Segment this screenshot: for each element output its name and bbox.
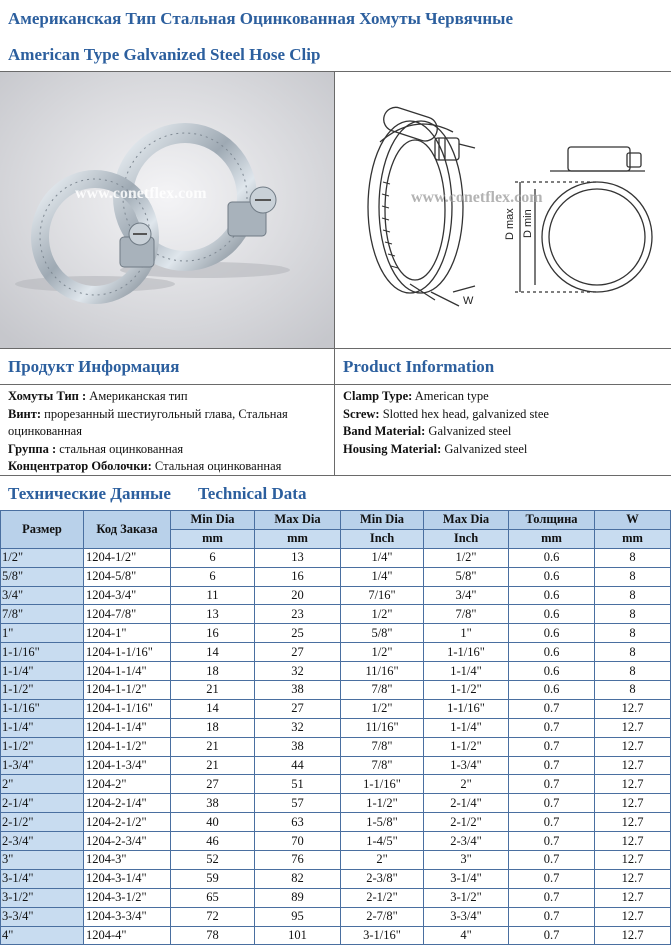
- cell-size: 2": [1, 775, 84, 794]
- cell-code: 1204-5/8": [84, 567, 171, 586]
- cell-min-dia-inch: 1-1/2": [341, 794, 424, 813]
- cell-min-dia-inch: 1/4": [341, 567, 424, 586]
- cell-width: 12.7: [595, 718, 671, 737]
- cell-size: 3-1/4": [1, 869, 84, 888]
- cell-max-dia-mm: 27: [255, 643, 341, 662]
- spec-table-body: [1, 548, 671, 945]
- table-row: [1, 851, 671, 870]
- cell-code: 1204-1": [84, 624, 171, 643]
- cell-min-dia-mm: 21: [171, 737, 255, 756]
- watermark-right: www.conetflex.com: [411, 189, 543, 206]
- cell-width: 12.7: [595, 699, 671, 718]
- table-row: [1, 662, 671, 681]
- info-row: Концентратор Оболочки: Стальная оцинкованная: [8, 459, 282, 473]
- product-photo: [0, 72, 335, 349]
- cell-max-dia-mm: 16: [255, 567, 341, 586]
- cell-max-dia-inch: 2": [424, 775, 509, 794]
- cell-min-dia-inch: 1/4": [341, 548, 424, 567]
- table-row: [1, 643, 671, 662]
- cell-thickness: 0.6: [509, 605, 595, 624]
- cell-width: 8: [595, 586, 671, 605]
- cell-size: 1/2": [1, 548, 84, 567]
- header-min-dia-mm: Min Dia: [171, 511, 255, 530]
- cell-thickness: 0.6: [509, 643, 595, 662]
- cell-size: 1-1/2": [1, 737, 84, 756]
- cell-code: 1204-1-1/16": [84, 643, 171, 662]
- cell-max-dia-mm: 38: [255, 737, 341, 756]
- info-row: Housing Material: Galvanized steel: [343, 441, 528, 456]
- cell-code: 1204-3-1/4": [84, 869, 171, 888]
- cell-max-dia-mm: 76: [255, 851, 341, 870]
- cell-thickness: 0.7: [509, 869, 595, 888]
- cell-width: 12.7: [595, 775, 671, 794]
- cell-thickness: 0.7: [509, 737, 595, 756]
- cell-max-dia-inch: 1-1/16": [424, 643, 509, 662]
- cell-width: 8: [595, 624, 671, 643]
- cell-max-dia-inch: 1-1/4": [424, 718, 509, 737]
- table-row: [1, 605, 671, 624]
- cell-code: 1204-1/2": [84, 548, 171, 567]
- cell-max-dia-inch: 7/8": [424, 605, 509, 624]
- cell-max-dia-inch: 3-3/4": [424, 907, 509, 926]
- cell-max-dia-inch: 3/4": [424, 586, 509, 605]
- dim-d-max-label: D max: [504, 208, 516, 240]
- cell-max-dia-mm: 38: [255, 681, 341, 700]
- cell-min-dia-inch: 1/2": [341, 643, 424, 662]
- cell-max-dia-mm: 25: [255, 624, 341, 643]
- product-info-title-ru: Продукт Информация: [8, 357, 180, 376]
- cell-thickness: 0.7: [509, 775, 595, 794]
- cell-width: 12.7: [595, 737, 671, 756]
- header-thickness: Толщина: [509, 511, 595, 530]
- unit-min-dia-inch: Inch: [341, 529, 424, 548]
- table-row: [1, 794, 671, 813]
- technical-title-ru: Технические Данные: [8, 484, 171, 503]
- cell-width: 12.7: [595, 907, 671, 926]
- cell-max-dia-mm: 32: [255, 662, 341, 681]
- cell-thickness: 0.6: [509, 624, 595, 643]
- info-row: Хомуты Тип : Американская тип: [8, 389, 188, 403]
- cell-thickness: 0.7: [509, 794, 595, 813]
- info-row: Группа : стальная оцинкованная: [8, 441, 184, 456]
- table-row: [1, 756, 671, 775]
- table-row: [1, 548, 671, 567]
- cell-min-dia-inch: 2": [341, 851, 424, 870]
- cell-code: 1204-1-3/4": [84, 756, 171, 775]
- cell-max-dia-inch: 2-1/4": [424, 794, 509, 813]
- cell-size: 1-1/16": [1, 643, 84, 662]
- cell-thickness: 0.6: [509, 567, 595, 586]
- cell-width: 8: [595, 643, 671, 662]
- unit-width: mm: [595, 529, 671, 548]
- table-row: [1, 775, 671, 794]
- table-row: [1, 737, 671, 756]
- cell-min-dia-inch: 7/8": [341, 681, 424, 700]
- cell-min-dia-mm: 27: [171, 775, 255, 794]
- cell-size: 7/8": [1, 605, 84, 624]
- cell-size: 3/4": [1, 586, 84, 605]
- cell-max-dia-inch: 5/8": [424, 567, 509, 586]
- technical-title-en: Technical Data: [198, 484, 307, 503]
- cell-min-dia-mm: 21: [171, 681, 255, 700]
- cell-min-dia-mm: 13: [171, 605, 255, 624]
- cell-thickness: 0.7: [509, 699, 595, 718]
- cell-code: 1204-1-1/2": [84, 737, 171, 756]
- cell-thickness: 0.6: [509, 548, 595, 567]
- cell-thickness: 0.7: [509, 756, 595, 775]
- header-max-dia-inch: Max Dia: [424, 511, 509, 530]
- cell-max-dia-mm: 89: [255, 888, 341, 907]
- product-info-heading-en: [335, 349, 671, 385]
- cell-min-dia-mm: 14: [171, 643, 255, 662]
- cell-max-dia-inch: 1-3/4": [424, 756, 509, 775]
- cell-min-dia-mm: 21: [171, 756, 255, 775]
- info-row: Винт: прорезанный шестиугольный глава, Стальная оцинкованная: [8, 406, 288, 438]
- cell-max-dia-mm: 27: [255, 699, 341, 718]
- cell-max-dia-mm: 44: [255, 756, 341, 775]
- cell-size: 1-1/4": [1, 718, 84, 737]
- cell-min-dia-mm: 72: [171, 907, 255, 926]
- cell-code: 1204-4": [84, 926, 171, 945]
- cell-max-dia-mm: 63: [255, 813, 341, 832]
- cell-max-dia-inch: 1-1/2": [424, 681, 509, 700]
- cell-max-dia-inch: 4": [424, 926, 509, 945]
- unit-max-dia-inch: Inch: [424, 529, 509, 548]
- cell-max-dia-mm: 95: [255, 907, 341, 926]
- cell-min-dia-inch: 2-1/2": [341, 888, 424, 907]
- cell-width: 8: [595, 605, 671, 624]
- cell-code: 1204-2-1/4": [84, 794, 171, 813]
- cell-min-dia-mm: 18: [171, 662, 255, 681]
- cell-min-dia-mm: 16: [171, 624, 255, 643]
- cell-width: 8: [595, 662, 671, 681]
- cell-size: 3-3/4": [1, 907, 84, 926]
- product-info-title-en: Product Information: [343, 357, 495, 376]
- cell-thickness: 0.7: [509, 888, 595, 907]
- cell-min-dia-inch: 1-4/5": [341, 832, 424, 851]
- cell-width: 8: [595, 548, 671, 567]
- cell-width: 12.7: [595, 869, 671, 888]
- cell-min-dia-mm: 38: [171, 794, 255, 813]
- technical-data-heading: [0, 475, 671, 510]
- table-row: [1, 586, 671, 605]
- table-row: [1, 888, 671, 907]
- cell-size: 1-1/2": [1, 681, 84, 700]
- table-row: [1, 926, 671, 945]
- table-row: [1, 718, 671, 737]
- cell-size: 1-3/4": [1, 756, 84, 775]
- cell-min-dia-inch: 7/8": [341, 756, 424, 775]
- cell-thickness: 0.7: [509, 851, 595, 870]
- cell-max-dia-inch: 1-1/16": [424, 699, 509, 718]
- table-row: [1, 813, 671, 832]
- cell-max-dia-inch: 1-1/4": [424, 662, 509, 681]
- table-row: [1, 624, 671, 643]
- cell-max-dia-mm: 13: [255, 548, 341, 567]
- info-row: Screw: Slotted hex head, galvanized stee: [343, 406, 549, 421]
- cell-size: 5/8": [1, 567, 84, 586]
- technical-drawing: [335, 72, 671, 349]
- cell-code: 1204-2-1/2": [84, 813, 171, 832]
- cell-min-dia-mm: 40: [171, 813, 255, 832]
- cell-width: 8: [595, 681, 671, 700]
- cell-code: 1204-2-3/4": [84, 832, 171, 851]
- cell-min-dia-mm: 18: [171, 718, 255, 737]
- product-info-en: [335, 385, 671, 475]
- unit-max-dia-mm: mm: [255, 529, 341, 548]
- cell-max-dia-inch: 2-1/2": [424, 813, 509, 832]
- cell-size: 2-1/2": [1, 813, 84, 832]
- cell-code: 1204-1-1/4": [84, 662, 171, 681]
- cell-code: 1204-1-1/16": [84, 699, 171, 718]
- cell-width: 12.7: [595, 888, 671, 907]
- table-row: [1, 681, 671, 700]
- cell-min-dia-mm: 6: [171, 567, 255, 586]
- header-min-dia-inch: Min Dia: [341, 511, 424, 530]
- cell-size: 1-1/16": [1, 699, 84, 718]
- cell-min-dia-inch: 2-3/8": [341, 869, 424, 888]
- cell-width: 12.7: [595, 926, 671, 945]
- cell-max-dia-mm: 23: [255, 605, 341, 624]
- cell-thickness: 0.6: [509, 586, 595, 605]
- cell-min-dia-mm: 78: [171, 926, 255, 945]
- cell-size: 2-1/4": [1, 794, 84, 813]
- clamp-drawing-icon: [335, 72, 671, 349]
- cell-min-dia-mm: 46: [171, 832, 255, 851]
- cell-thickness: 0.7: [509, 813, 595, 832]
- cell-max-dia-inch: 1": [424, 624, 509, 643]
- watermark-left: www.conetflex.com: [75, 185, 207, 202]
- cell-thickness: 0.6: [509, 662, 595, 681]
- cell-width: 12.7: [595, 813, 671, 832]
- cell-min-dia-inch: 2-7/8": [341, 907, 424, 926]
- cell-max-dia-mm: 82: [255, 869, 341, 888]
- cell-max-dia-inch: 1/2": [424, 548, 509, 567]
- cell-min-dia-inch: 3-1/16": [341, 926, 424, 945]
- cell-max-dia-inch: 3-1/4": [424, 869, 509, 888]
- dim-w-label: W: [463, 295, 474, 307]
- product-info-heading-ru: [0, 349, 335, 385]
- cell-min-dia-mm: 14: [171, 699, 255, 718]
- cell-max-dia-mm: 20: [255, 586, 341, 605]
- cell-max-dia-mm: 57: [255, 794, 341, 813]
- cell-min-dia-mm: 11: [171, 586, 255, 605]
- cell-max-dia-mm: 32: [255, 718, 341, 737]
- cell-code: 1204-7/8": [84, 605, 171, 624]
- cell-code: 1204-3/4": [84, 586, 171, 605]
- header-size: Размер: [1, 511, 84, 549]
- cell-max-dia-mm: 70: [255, 832, 341, 851]
- title-english: American Type Galvanized Steel Hose Clip: [8, 45, 321, 64]
- unit-thickness: mm: [509, 529, 595, 548]
- cell-thickness: 0.7: [509, 926, 595, 945]
- cell-width: 8: [595, 567, 671, 586]
- title-header: [0, 0, 671, 72]
- cell-min-dia-mm: 59: [171, 869, 255, 888]
- cell-min-dia-inch: 11/16": [341, 662, 424, 681]
- cell-min-dia-inch: 11/16": [341, 718, 424, 737]
- dim-d-min-label: D min: [522, 209, 534, 238]
- unit-min-dia-mm: mm: [171, 529, 255, 548]
- cell-code: 1204-1-1/4": [84, 718, 171, 737]
- cell-max-dia-mm: 101: [255, 926, 341, 945]
- cell-min-dia-inch: 1/2": [341, 605, 424, 624]
- info-row: Clamp Type: American type: [343, 389, 489, 403]
- cell-code: 1204-3-3/4": [84, 907, 171, 926]
- cell-min-dia-inch: 7/16": [341, 586, 424, 605]
- cell-size: 1": [1, 624, 84, 643]
- table-row: [1, 567, 671, 586]
- cell-min-dia-inch: 1-1/16": [341, 775, 424, 794]
- cell-width: 12.7: [595, 832, 671, 851]
- cell-width: 12.7: [595, 756, 671, 775]
- cell-thickness: 0.7: [509, 832, 595, 851]
- cell-min-dia-mm: 52: [171, 851, 255, 870]
- cell-min-dia-mm: 6: [171, 548, 255, 567]
- cell-min-dia-inch: 7/8": [341, 737, 424, 756]
- cell-size: 2-3/4": [1, 832, 84, 851]
- cell-code: 1204-2": [84, 775, 171, 794]
- cell-size: 3": [1, 851, 84, 870]
- hose-clamp-photo-icon: [0, 72, 335, 349]
- title-russian: Американская Тип Стальная Оцинкованная Хомуты Червячные: [8, 9, 513, 28]
- cell-width: 12.7: [595, 794, 671, 813]
- cell-size: 1-1/4": [1, 662, 84, 681]
- table-row: [1, 699, 671, 718]
- cell-code: 1204-3": [84, 851, 171, 870]
- header-code: Код Заказа: [84, 511, 171, 549]
- cell-thickness: 0.7: [509, 907, 595, 926]
- table-row: [1, 869, 671, 888]
- cell-size: 4": [1, 926, 84, 945]
- cell-max-dia-mm: 51: [255, 775, 341, 794]
- cell-max-dia-inch: 3-1/2": [424, 888, 509, 907]
- cell-max-dia-inch: 1-1/2": [424, 737, 509, 756]
- cell-min-dia-inch: 5/8": [341, 624, 424, 643]
- cell-min-dia-mm: 65: [171, 888, 255, 907]
- cell-size: 3-1/2": [1, 888, 84, 907]
- product-info-ru: [0, 385, 335, 475]
- cell-thickness: 0.6: [509, 681, 595, 700]
- header-max-dia-mm: Max Dia: [255, 511, 341, 530]
- cell-thickness: 0.7: [509, 718, 595, 737]
- cell-max-dia-inch: 2-3/4": [424, 832, 509, 851]
- table-row: [1, 832, 671, 851]
- cell-min-dia-inch: 1-5/8": [341, 813, 424, 832]
- table-row: [1, 907, 671, 926]
- cell-max-dia-inch: 3": [424, 851, 509, 870]
- cell-width: 12.7: [595, 851, 671, 870]
- info-row: Band Material: Galvanized steel: [343, 424, 512, 438]
- cell-min-dia-inch: 1/2": [341, 699, 424, 718]
- cell-code: 1204-1-1/2": [84, 681, 171, 700]
- spec-table: [0, 510, 671, 945]
- cell-code: 1204-3-1/2": [84, 888, 171, 907]
- header-width: W: [595, 511, 671, 530]
